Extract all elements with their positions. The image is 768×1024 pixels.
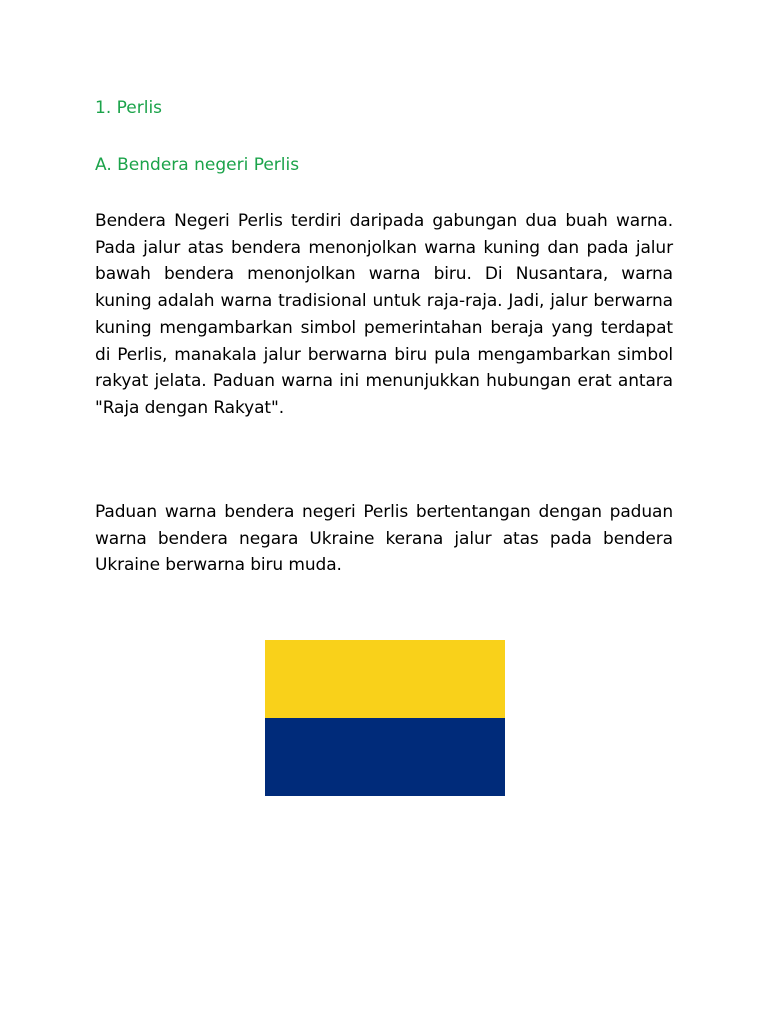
- perlis-flag-image: [265, 640, 505, 796]
- section-heading: 1. Perlis: [95, 98, 163, 118]
- paragraph-ukraine-comparison: Paduan warna bendera negeri Perlis bertentangan dengan paduan warna bendera negara Ukraine kerana jalur atas pada bendera Ukraine berwarna biru muda.: [95, 502, 673, 576]
- paragraph-flag-description: Bendera Negeri Perlis terdiri daripada gabungan dua buah warna. Pada jalur atas bendera menonjolkan warna kuning dan pada jalur bawah bendera menonjolkan warna biru. Di Nusantara, warna kuning adalah warna tradisional untuk raja-raja. Jadi, jalur berwarna kuning mengambarkan simbol pemerintahan beraja yang terdapat di Perlis, manakala jalur berwarna biru pula mengambarkan simbol rakyat jelata. Paduan warna ini menunjukkan hubungan erat antara "Raja dengan Rakyat".: [95, 211, 673, 418]
- flag-stripe-blue: [265, 718, 505, 796]
- flag-stripe-yellow: [265, 640, 505, 718]
- subsection-heading: A. Bendera negeri Perlis: [95, 155, 300, 175]
